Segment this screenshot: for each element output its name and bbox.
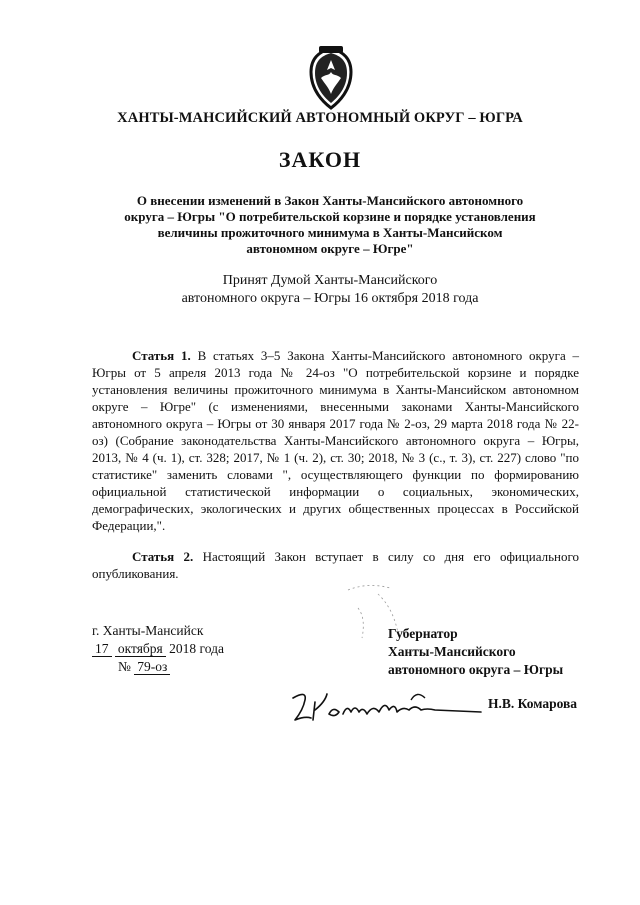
- governor-title: [388, 625, 563, 679]
- region-heading: ХАНТЫ-МАНСИЙСКИЙ АВТОНОМНЫЙ ОКРУГ – ЮГРА: [117, 110, 523, 126]
- law-number: [118, 659, 170, 675]
- law-number-prefix: №: [118, 659, 131, 674]
- article-text: Настоящий Закон вступает в силу со дня его официального опубликования.: [92, 549, 580, 581]
- governor-title-line: Ханты-Мансийского: [388, 644, 516, 659]
- law-number-value: 79-оз: [134, 660, 170, 675]
- document-type-title: ЗАКОН: [278, 147, 362, 172]
- subject-line: автономном округе – Югре": [246, 241, 414, 256]
- article-text: В статьях 3–5 Закона Ханты-Мансийского автономного округа – Югры от 5 апреля 2013 года № 24-оз "О потребительской корзине и порядке установления величины прожиточного минимума в Ханты-Мансийском автономном округе – Югре" (с изменениями, внесенными законами Ханты-Мансийского автономного округа – Югры от 30 января 2017 года № 2-оз, 29 марта 2018 года № 22-оз) (Собрание законодательства Ханты-Мансийского автономного округа – Югры, 2013, № 4 (ч. 1), ст. 328; 2017, № 1 (ч. 2), ст. 30; 2018, № 3 (с., т. 3), ст. 227) слово "по статистике" заменить словами ", осуществляющего функции по формированию официальной статистической информации о социальных, экономических, демографических, экологических и других общественных процессах в Российской Федерации,".: [92, 348, 580, 533]
- article-2: [92, 548, 579, 582]
- governor-title-line: Губернатор: [388, 626, 458, 641]
- signing-day: 17: [92, 642, 112, 657]
- subject-line: О внесении изменений в Закон Ханты-Мансийского автономного: [136, 193, 524, 208]
- article-label: Статья 1.: [132, 348, 191, 363]
- adoption-note: [130, 272, 530, 308]
- article-label: Статья 2.: [132, 549, 194, 564]
- article-1: [92, 347, 579, 534]
- subject-line: величины прожиточного минимума в Ханты-Мансийском: [157, 225, 503, 240]
- governor-title-line: автономного округа – Югры: [388, 662, 564, 677]
- signing-month: октября: [115, 642, 166, 657]
- signing-year: 2018 года: [169, 641, 224, 656]
- signing-date: [92, 641, 224, 657]
- coat-of-arms-icon: [297, 44, 365, 112]
- handwritten-signature: [285, 680, 485, 730]
- adoption-line: Принят Думой Ханты-Мансийского: [222, 273, 438, 288]
- law-subject: [90, 193, 570, 257]
- governor-name: Н.В. Комарова: [488, 696, 578, 711]
- signing-place: г. Ханты-Мансийск: [92, 623, 204, 638]
- subject-line: округа – Югры "О потребительской корзине и порядке установления: [124, 209, 536, 224]
- adoption-line: автономного округа – Югры 16 октября 2018 года: [181, 291, 479, 306]
